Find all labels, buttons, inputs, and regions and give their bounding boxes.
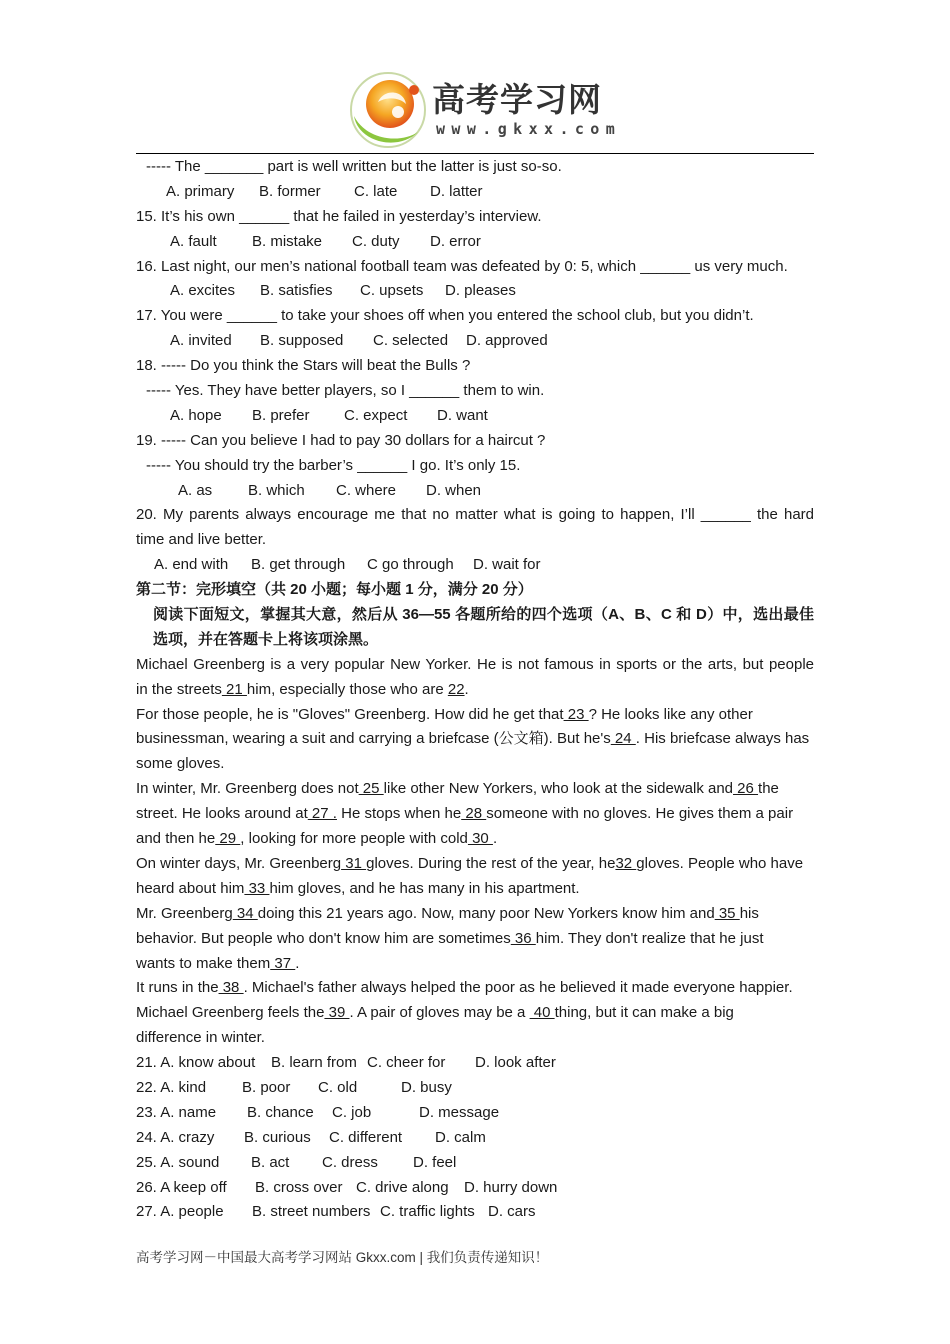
option-a: 27. A. people bbox=[136, 1203, 224, 1221]
option-a: 24. A. crazy bbox=[136, 1128, 215, 1146]
option-c: C. duty bbox=[352, 232, 400, 250]
question-stem: 15. It’s his own ______ that he failed in yesterday’s interview. bbox=[136, 207, 542, 225]
option-d: D. wait for bbox=[473, 556, 541, 574]
option-d: D. approved bbox=[466, 332, 548, 350]
option-d: D. calm bbox=[435, 1128, 486, 1146]
option-b: B. curious bbox=[244, 1128, 311, 1146]
text: thing, but it can make a big bbox=[554, 1004, 734, 1022]
text: , looking for more people with cold bbox=[240, 830, 468, 848]
passage-line bbox=[136, 1001, 814, 1026]
logo-url: www.gkxx.com bbox=[436, 120, 622, 138]
option-a: A. hope bbox=[170, 406, 222, 424]
option-c: C go through bbox=[367, 556, 454, 574]
option-a: A. excites bbox=[170, 282, 236, 300]
text: the bbox=[758, 780, 779, 798]
text: . His briefcase always has bbox=[635, 730, 810, 748]
option-c: C. dress bbox=[322, 1153, 378, 1171]
passage-line: Michael Greenberg is a very popular New Yorker. He is not famous in sports or the arts, but people bbox=[136, 655, 814, 673]
option-c: C. job bbox=[332, 1103, 372, 1121]
blank-40: 40 bbox=[529, 1004, 555, 1022]
text: and then he bbox=[136, 830, 216, 848]
option-c: C. old bbox=[318, 1078, 358, 1096]
blank-33: 33 bbox=[244, 879, 270, 897]
blank-32: 32 bbox=[615, 854, 637, 872]
blank-21: 21 bbox=[221, 680, 247, 698]
option-d: D. error bbox=[430, 232, 481, 250]
option-a: 25. A. sound bbox=[136, 1153, 220, 1171]
blank-27: 27 . bbox=[307, 805, 337, 823]
answer-row bbox=[136, 1200, 814, 1225]
blank-30: 30 bbox=[467, 830, 493, 848]
option-b: B. former bbox=[259, 182, 321, 200]
blank-39: 39 bbox=[324, 1004, 350, 1022]
question-options bbox=[136, 279, 814, 304]
passage-line bbox=[136, 703, 814, 728]
blank-35: 35 bbox=[714, 904, 740, 922]
text: him. They don't realize that he just bbox=[535, 929, 764, 947]
option-b: B. street numbers bbox=[252, 1203, 371, 1221]
option-a: A. invited bbox=[170, 332, 232, 350]
option-c: C. expect bbox=[344, 406, 408, 424]
passage-line bbox=[136, 802, 814, 827]
option-d: D. want bbox=[437, 406, 488, 424]
blank-23: 23 bbox=[563, 705, 589, 723]
passage-line bbox=[136, 952, 814, 977]
blank-25: 25 bbox=[358, 780, 384, 798]
site-logo bbox=[348, 68, 622, 150]
text: street. He looks around at bbox=[136, 805, 308, 823]
section-instructions: 阅读下面短文，掌握其大意，然后从 36—55 各题所给的四个选项（A、B、C 和 D）中，选出最佳 bbox=[153, 606, 814, 624]
option-b: B. poor bbox=[242, 1078, 291, 1096]
text: his bbox=[739, 904, 759, 922]
text: wants to make them bbox=[136, 954, 271, 972]
logo-emblem-icon bbox=[348, 70, 428, 150]
option-c: C. different bbox=[329, 1128, 403, 1146]
passage-line: some gloves. bbox=[136, 755, 225, 773]
answer-row bbox=[136, 1176, 814, 1201]
option-d: D. cars bbox=[488, 1203, 536, 1221]
question-stem: 19. ----- Can you believe I had to pay 30 dollars for a haircut ? bbox=[136, 431, 546, 449]
option-a: 21. A. know about bbox=[136, 1054, 256, 1072]
passage-line bbox=[136, 877, 814, 902]
option-a: A. fault bbox=[170, 232, 217, 250]
option-c: C. upsets bbox=[360, 282, 424, 300]
question-stem: 17. You were ______ to take your shoes off when you entered the school club, but you didn’t. bbox=[136, 307, 754, 325]
question-options bbox=[136, 404, 814, 429]
blank-31: 31 bbox=[341, 854, 367, 872]
text: like other New Yorkers, who look at the sidewalk and bbox=[383, 780, 734, 798]
question-options bbox=[136, 329, 814, 354]
blank-22: 22 bbox=[447, 680, 465, 698]
option-c: C. cheer for bbox=[367, 1054, 446, 1072]
passage-line bbox=[136, 827, 814, 852]
option-a: 22. A. kind bbox=[136, 1078, 207, 1096]
blank-36: 36 bbox=[510, 929, 536, 947]
option-b: B. get through bbox=[251, 556, 346, 574]
text: gloves. During the rest of the year, he bbox=[366, 854, 616, 872]
text: heard about him bbox=[136, 879, 245, 897]
question-options bbox=[136, 479, 814, 504]
blank-29: 29 bbox=[215, 830, 241, 848]
answer-row bbox=[136, 1126, 814, 1151]
option-b: B. learn from bbox=[271, 1054, 357, 1072]
exam-content bbox=[136, 155, 814, 1225]
text: businessman, wearing a suit and carrying a briefcase (公文箱). But he's bbox=[136, 730, 611, 748]
text: . bbox=[464, 680, 469, 698]
text: . A pair of gloves may be a bbox=[349, 1004, 530, 1022]
option-a: A. end with bbox=[154, 556, 229, 574]
option-a: A. as bbox=[178, 481, 213, 499]
passage-line bbox=[136, 777, 814, 802]
option-d: D. look after bbox=[475, 1054, 556, 1072]
text: ? He looks like any other bbox=[588, 705, 753, 723]
page-footer: 高考学习网－中国最大高考学习网站 Gkxx.com | 我们负责传递知识！ bbox=[136, 1250, 549, 1265]
option-b: B. prefer bbox=[252, 406, 310, 424]
page-header bbox=[0, 0, 950, 156]
text: Mr. Greenberg bbox=[136, 904, 233, 922]
question-stem-cont: time and live better. bbox=[136, 531, 267, 549]
option-d: D. hurry down bbox=[464, 1178, 558, 1196]
question-options bbox=[136, 180, 814, 205]
option-b: B. supposed bbox=[260, 332, 344, 350]
option-d: D. message bbox=[419, 1103, 500, 1121]
text: . bbox=[492, 830, 498, 848]
blank-28: 28 bbox=[461, 805, 487, 823]
blank-24: 24 bbox=[610, 730, 636, 748]
text: behavior. But people who don't know him are sometimes bbox=[136, 929, 511, 947]
text: gloves. People who have bbox=[636, 854, 804, 872]
blank-26: 26 bbox=[733, 780, 759, 798]
blank-37: 37 bbox=[270, 954, 296, 972]
text: It runs in the bbox=[136, 979, 219, 997]
text: him gloves, and he has many in his apartment. bbox=[269, 879, 580, 897]
question-options bbox=[136, 553, 814, 578]
option-d: D. when bbox=[426, 481, 482, 499]
question-options bbox=[136, 230, 814, 255]
passage-line bbox=[136, 852, 814, 877]
option-b: B. satisfies bbox=[260, 282, 333, 300]
text: On winter days, Mr. Greenberg bbox=[136, 854, 342, 872]
passage-line bbox=[136, 727, 814, 752]
text: . Michael's father always helped the poor as he believed it made everyone happier. bbox=[243, 979, 793, 997]
passage-line bbox=[136, 976, 814, 1001]
option-b: B. mistake bbox=[252, 232, 323, 250]
section-title: 第二节：完形填空（共 20 小题；每小题 1 分，满分 20 分） bbox=[136, 581, 533, 599]
logo-title: 高考学习网 bbox=[432, 80, 602, 119]
option-d: D. pleases bbox=[445, 282, 516, 300]
text: In winter, Mr. Greenberg does not bbox=[136, 780, 359, 798]
question-stem: 16. Last night, our men’s national football team was defeated by 0: 5, which ______ us very much. bbox=[136, 257, 788, 275]
option-b: B. which bbox=[248, 481, 305, 499]
answer-row bbox=[136, 1151, 814, 1176]
option-b: B. chance bbox=[247, 1103, 314, 1121]
option-d: D. feel bbox=[413, 1153, 457, 1171]
option-a: 23. A. name bbox=[136, 1103, 217, 1121]
passage-line: difference in winter. bbox=[136, 1029, 265, 1047]
question-reply: ----- You should try the barber’s ______ I go. It’s only 15. bbox=[146, 456, 521, 474]
option-d: D. latter bbox=[430, 182, 483, 200]
question-stem: 20. My parents always encourage me that no matter what is going to happen, I’ll ______ the hard bbox=[136, 506, 814, 524]
option-d: D. busy bbox=[401, 1078, 452, 1096]
option-a: 26. A keep off bbox=[136, 1178, 227, 1196]
text: He stops when he bbox=[336, 805, 462, 823]
text: For those people, he is "Gloves" Greenberg. How did he get that bbox=[136, 705, 564, 723]
question-stem: 18. ----- Do you think the Stars will beat the Bulls ? bbox=[136, 357, 471, 375]
text: him, especially those who are bbox=[246, 680, 448, 698]
text: . bbox=[295, 954, 300, 972]
option-c: C. traffic lights bbox=[380, 1203, 475, 1221]
question-reply: ----- Yes. They have better players, so I ______ them to win. bbox=[146, 382, 545, 400]
option-a: A. primary bbox=[166, 182, 235, 200]
header-divider bbox=[136, 153, 814, 154]
option-c: C. drive along bbox=[356, 1178, 449, 1196]
section-instructions-cont: 选项，并在答题卡上将该项涂黑。 bbox=[153, 630, 379, 648]
option-b: B. act bbox=[251, 1153, 290, 1171]
blank-34: 34 bbox=[232, 904, 258, 922]
text: in the streets bbox=[136, 680, 222, 698]
blank-38: 38 bbox=[218, 979, 244, 997]
passage-line bbox=[136, 927, 814, 952]
text: someone with no gloves. He gives them a pair bbox=[486, 805, 794, 823]
option-b: B. cross over bbox=[255, 1178, 343, 1196]
option-c: C. where bbox=[336, 481, 397, 499]
text: Michael Greenberg feels the bbox=[136, 1004, 325, 1022]
question-stem: ----- The _______ part is well written but the latter is just so-so. bbox=[146, 158, 562, 175]
option-c: C. selected bbox=[373, 332, 449, 350]
text: doing this 21 years ago. Now, many poor New Yorkers know him and bbox=[257, 904, 715, 922]
passage-line bbox=[136, 902, 814, 927]
passage-line bbox=[136, 678, 814, 703]
answer-row bbox=[136, 1051, 814, 1076]
answer-row bbox=[136, 1101, 814, 1126]
answer-row bbox=[136, 1076, 814, 1101]
option-c: C. late bbox=[354, 182, 398, 200]
